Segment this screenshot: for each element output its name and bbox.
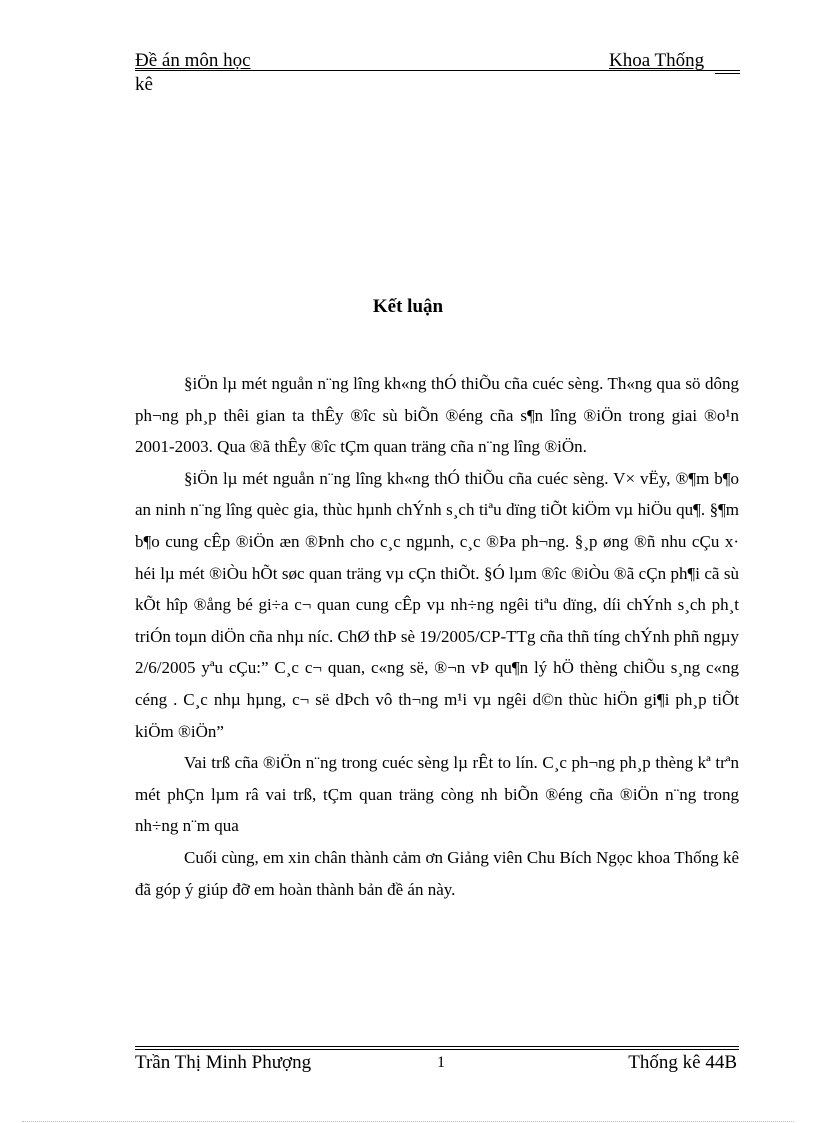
paragraph: §iÖn lµ mét nguån n¨ng lîng kh«ng thÓ thiÕu cña cuéc sèng. Th«ng qua sö dông ph¬ng ph¸p thêi gian ta thÊy ®îc sù biÕn ®éng cña s¶n lîng ®iÖn trong giai ®o¹n 2001-2003. Qua ®ã thÊy ®îc tÇm quan träng cña n¨ng lîng ®iÖn.	[135, 374, 739, 457]
header-course-title: Đề án môn học	[135, 50, 251, 71]
body-text	[135, 368, 739, 905]
page-number: 1	[437, 1054, 445, 1071]
footer-class: Thống kê 44B	[628, 1052, 737, 1073]
paragraph: Vai trß cña ®iÖn n¨ng trong cuéc sèng lµ rÊt to lín. C¸c ph¬ng ph¸p thèng kª trªn mét phÇn lµm râ vai trß, tÇm quan träng còng nh biÕn ®éng cña ®iÖn n¨ng trong nh÷ng n¨m qua	[135, 753, 739, 836]
header-faculty-continued: kê	[135, 74, 153, 95]
footer-rule-top	[135, 1046, 739, 1047]
page-footer	[135, 1046, 739, 1076]
footer-rule-bottom	[135, 1049, 739, 1050]
section-title: Kết luận	[372, 296, 444, 317]
paragraph: §iÖn lµ mét nguån n¨ng lîng kh«ng thÓ thiÕu cña cuéc sèng. V× vËy, ®¶m b¶o an ninh n¨ng lîng quèc gia, thùc hµnh chÝnh s¸ch tiªu dïng tiÕt kiÖm vµ hiÖu qu¶. §¶m b¶o cung cÊp ®iÖn æn ®Þnh cho c¸c ngµnh, c¸c ®Þa ph¬ng. §¸p øng ®ñ nhu cÇu x· héi lµ mét ®iÒu hÕt søc quan träng vµ cÇn thiÕt. §Ó lµm ®îc ®iÒu ®ã cÇn ph¶i cã sù kÕt hîp ®ång bé gi÷a c¬ quan cung cÊp vµ nh÷ng ngêi tiªu dïng, díi chÝnh s¸ch ph¸t triÓn toµn diÖn cña nhµ níc. ChØ thÞ sè 19/2005/CP-TTg cña thñ tíng chÝnh phñ ngµy 2/6/2005 yªu cÇu:” C¸c c¬ quan, c«ng së, ®¬n vÞ qu¶n lý hÖ thèng chiÕu s¸ng c«ng céng . C¸c nhµ hµng, c¬ së dÞch vô th¬ng m¹i vµ ngêi d©n thùc hiÖn gi¶i ph¸p tiÕt kiÖm ®iÖn”	[135, 468, 739, 741]
page-edge-divider	[22, 1121, 794, 1122]
header-rule	[135, 70, 740, 71]
header-rule-extension	[715, 73, 740, 74]
page-header	[135, 50, 740, 95]
paragraph: Cuối cùng, em xin chân thành cảm ơn Giảng viên Chu Bích Ngọc khoa Thống kê đã góp ý giúp đỡ em hoàn thành bản đề án này.	[135, 847, 739, 899]
footer-author: Trần Thị Minh Phượng	[135, 1052, 312, 1073]
header-row	[135, 50, 740, 72]
header-faculty: Khoa Thống	[609, 50, 705, 71]
